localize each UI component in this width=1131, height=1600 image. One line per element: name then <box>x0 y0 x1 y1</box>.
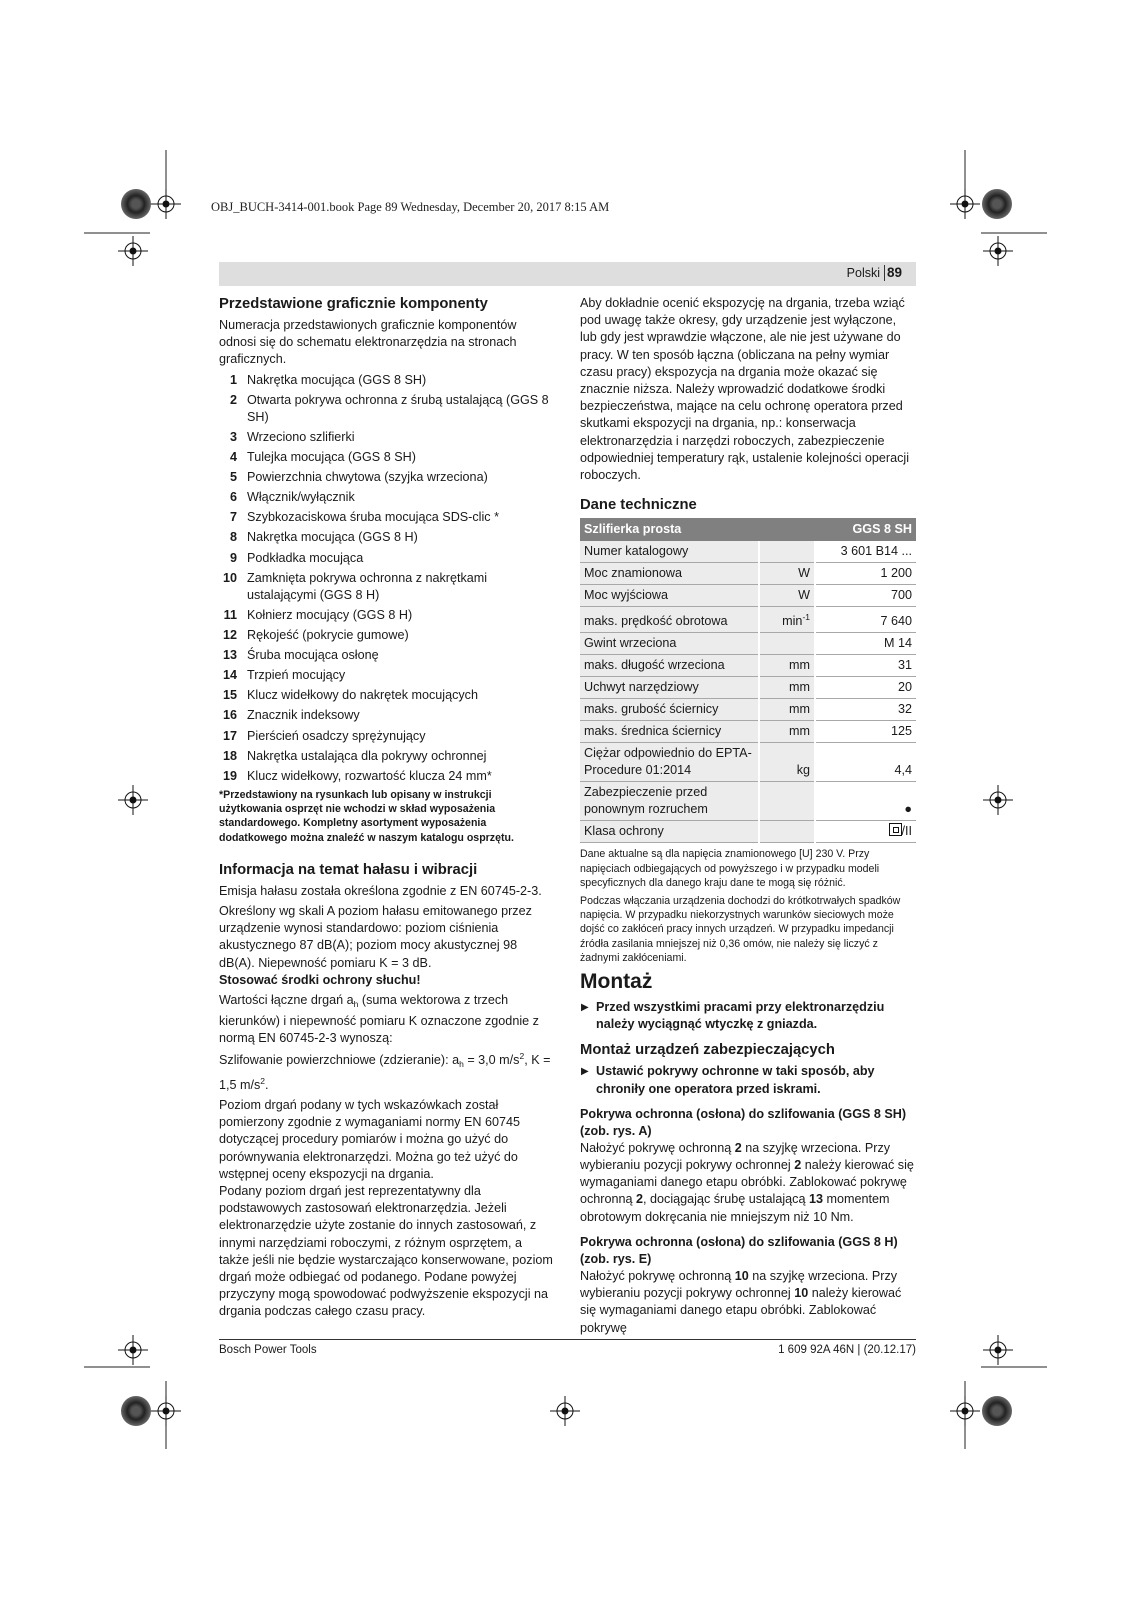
item-number: 3 <box>229 430 237 444</box>
row-value: 32 <box>815 699 916 721</box>
row-unit <box>759 821 815 843</box>
table-row <box>580 699 916 721</box>
vibration-values: Szlifowanie powierzchniowe (zdzieranie): $a_h = 3,0$ $m/s^2$, K = 1,5 $m/s^2$. <box>219 1050 551 1092</box>
item-text: Pierścień osadczy sprężynujący <box>247 728 426 743</box>
table-row <box>580 677 916 699</box>
footer-rule <box>219 1339 916 1340</box>
guard-h-text: Nałożyć pokrywę ochronną 10 na szyjkę wrzeciona. Przy wybieraniu pozycji pokrywy ochronnej 10 należy kierować się wymaganiami danego etapu obróbki. Zablokować pokrywę <box>580 1268 902 1335</box>
item-text: Klucz widełkowy, rozwartość klucza 24 mm* <box>247 768 492 783</box>
item-text: Trzpień mocujący <box>247 668 346 683</box>
list-item <box>219 372 553 389</box>
row-value: M 14 <box>815 633 916 655</box>
row-label: Gwint wrzeciona <box>580 633 759 655</box>
item-number: 9 <box>229 550 237 565</box>
item-number: 16 <box>222 708 237 723</box>
item-number: 15 <box>222 688 237 703</box>
item-number: 5 <box>229 470 237 485</box>
list-item <box>219 529 553 546</box>
tech-data-heading: Dane techniczne <box>580 497 697 514</box>
table-row <box>580 782 916 821</box>
triangle-bullet-icon: ▶ <box>581 1002 589 1014</box>
components-footnote: *Przedstawiony na rysunkach lub opisany w instrukcji użytkowania osprzęt nie wchodzi w skład wyposażenia standardowego. Kompletny asortyment wyposażenia dodatkowego można znaleźć w naszym katalogu osprzętu. <box>219 788 514 844</box>
item-number: 12 <box>222 628 237 643</box>
table-row <box>580 743 916 782</box>
row-label: maks. prędkość obrotowa <box>580 607 759 633</box>
list-item <box>219 392 553 426</box>
list-item <box>219 768 553 785</box>
hearing-protection-warning: Stosować środki ochrony słuchu! <box>219 972 421 987</box>
item-text: Tulejka mocująca (GGS 8 SH) <box>247 450 416 465</box>
guard-sh-heading: Pokrywa ochronna (osłona) do szlifowania (GGS 8 SH) (zob. rys. A) <box>580 1106 907 1138</box>
color-bar-mark <box>121 189 151 219</box>
item-number: 17 <box>222 728 237 743</box>
unplug-warning: ▶ Przed wszystkimi pracami przy elektronarzędziu należy wyciągnąć wtyczkę z gniazda. <box>581 1000 885 1032</box>
row-label: Uchwyt narzędziowy <box>580 677 759 699</box>
row-value: ● <box>815 782 916 821</box>
row-label: Klasa ochrony <box>580 821 759 843</box>
row-value: 31 <box>815 655 916 677</box>
list-item <box>219 627 553 644</box>
row-label: Ciężar odpowiednio do EPTA-Procedure 01:2014 <box>580 743 759 782</box>
guards-heading: Montaż urządzeń zabezpieczających <box>580 1042 835 1059</box>
list-item <box>219 509 553 526</box>
list-item <box>219 607 553 624</box>
vibration-paragraph: Podany poziom drgań jest reprezentatywny dla podstawowych zastosowań elektronarzędzia. Jeżeli elektronarzędzie użyte zostanie do innych zastosowań, z innymi narzędziami roboczymi, z różnym osprzętem, a także jeśli nie będzie wystarczająco konserwowane, poziom drgań może odbiegać od podanego. Podane powyżej przyczyny mogą spowodować podwyższenie ekspozycji na drgania podczas całego czasu pracy. <box>219 1183 553 1319</box>
table-row <box>580 721 916 743</box>
item-text: Śruba mocująca osłonę <box>247 648 379 663</box>
color-bar-mark <box>121 1396 151 1426</box>
row-label: Numer katalogowy <box>580 541 759 563</box>
row-unit: W <box>759 563 815 585</box>
guard-sh-text: Nałożyć pokrywę ochronną 2 na szyjkę wrzeciona. Przy wybieraniu pozycji pokrywy ochronnej 2 należy kierować się wymaganiami danego etapu obróbki. Zablokować pokrywę ochronną 2, dociągając śrubę ustalającą 13 momentem obrotowym dokręcania nie mniejszym niż 10 Nm. <box>580 1140 914 1224</box>
item-text: Zamknięta pokrywa ochronna z nakrętkami ustalającymi (GGS 8 H) <box>247 570 488 602</box>
row-unit: W <box>759 585 815 607</box>
item-text: Włącznik/wyłącznik <box>247 490 355 505</box>
row-label: Moc znamionowa <box>580 563 759 585</box>
guards-warning: ▶ Ustawić pokrywy ochronne w taki sposób, aby chroniły one operatora przed iskrami. <box>581 1064 875 1096</box>
row-label: Zabezpieczenie przed ponownym rozruchem <box>580 782 759 821</box>
item-number: 10 <box>222 570 237 585</box>
components-heading: Przedstawione graficznie komponenty <box>219 296 488 312</box>
table-header-model: GGS 8 SH <box>815 518 916 541</box>
table-row <box>580 821 916 843</box>
noise-paragraph: Określony wg skali A poziom hałasu emitowanego przez urządzenie wynosi standardowo: poziom ciśnienia akustycznego 87 dB(A); poziom mocy akustycznej 98 dB(A). Niepewność pomiaru K = 3 dB. <box>219 903 532 970</box>
list-item <box>219 489 553 506</box>
item-number: 7 <box>229 510 237 525</box>
list-item <box>219 748 553 765</box>
row-value: 3 601 B14 ... <box>815 541 916 563</box>
item-number: 18 <box>222 748 237 763</box>
item-number: 19 <box>222 768 237 783</box>
row-value: 4,4 <box>815 743 916 782</box>
row-value: 7 640 <box>815 607 916 633</box>
row-unit <box>759 782 815 821</box>
table-header-row <box>580 518 916 541</box>
protection-class-icon <box>889 823 902 836</box>
row-label: maks. grubość ściernicy <box>580 699 759 721</box>
row-label: maks. średnica ściernicy <box>580 721 759 743</box>
list-item <box>219 728 553 745</box>
vibration-paragraph: Wartości łączne drgań $a_h$ (suma wektorowa z trzech kierunków) i niepewność pomiaru K oznaczone zgodnie z normą EN 60745-2-3 wynoszą: <box>219 992 539 1046</box>
item-text: Otwarta pokrywa ochronna z śrubą ustalającą (GGS 8 SH) <box>247 392 549 424</box>
table-row <box>580 585 916 607</box>
list-item <box>219 647 553 664</box>
table-header-label: Szlifierka prosta <box>580 518 815 541</box>
table-row <box>580 607 916 633</box>
header-separator <box>884 265 885 281</box>
triangle-bullet-icon: ▶ <box>581 1066 589 1078</box>
row-unit <box>759 633 815 655</box>
row-unit: mm <box>759 699 815 721</box>
list-item <box>219 429 553 446</box>
list-item <box>219 707 553 724</box>
list-item <box>219 570 553 604</box>
list-item <box>219 449 553 466</box>
language-label: Polski <box>846 266 880 280</box>
item-number: 2 <box>229 392 237 407</box>
item-number: 6 <box>229 490 237 505</box>
exposure-paragraph: Aby dokładnie ocenić ekspozycję na drgania, trzeba wziąć pod uwagę także okresy, gdy urządzenie jest wyłączone, lub gdy jest wprawdzie włączone, ale nie jest używane do pracy. W ten sposób łączna (obliczana na pełny wymiar czasu pracy) ekspozycja na drgania może okazać się znacznie niższa. Należy wprowadzić dodatkowe środki bezpieczeństwa, mające na celu ochronę operatora przed skutkami ekspozycji na drgania, np.: konserwacja elektronarzędzia i narzędzi roboczych, zabezpieczenie odpowiedniej temperatury rąk, ustalenie kolejności operacji roboczych. <box>580 296 910 483</box>
row-unit: $\min^{-1}$ <box>759 607 815 633</box>
right-column <box>580 295 916 1340</box>
row-value: 700 <box>815 585 916 607</box>
item-number: 8 <box>229 530 237 545</box>
page-number: 89 <box>886 265 902 280</box>
item-text: Powierzchnia chwytowa (szyjka wrzeciona) <box>247 470 488 485</box>
guard-h-heading: Pokrywa ochronna (osłona) do szlifowania (GGS 8 H) (zob. rys. E) <box>580 1234 898 1266</box>
row-value: 20 <box>815 677 916 699</box>
noise-paragraph: Emisja hałasu została określona zgodnie z EN 60745-2-3. <box>219 883 542 898</box>
list-item <box>219 550 553 567</box>
color-bar-mark <box>982 189 1012 219</box>
print-header: OBJ_BUCH-3414-001.book Page 89 Wednesday, December 20, 2017 8:15 AM <box>211 200 610 214</box>
left-column <box>219 295 553 1324</box>
color-bar-mark <box>982 1396 1012 1426</box>
row-unit: mm <box>759 655 815 677</box>
components-intro: Numeracja przedstawionych graficznie komponentów odnosi się do schematu elektronarzędzia na stronach graficznych. <box>219 318 517 367</box>
list-item <box>219 469 553 486</box>
item-text: Szybkozaciskowa śruba mocująca SDS-clic * <box>247 510 499 525</box>
item-text: Nakrętka mocująca (GGS 8 H) <box>247 530 418 545</box>
footer-brand: Bosch Power Tools <box>219 1344 317 1356</box>
montaz-heading: Montaż <box>580 970 653 994</box>
table-note: Podczas włączania urządzenia dochodzi do krótkotrwałych spadków napięcia. W przypadku niekorzystnych warunków sieciowych może dojść co zakłóceń pracy innych urządzeń. W przypadku impedancji źródła zasilania mniejszej niż 0,36 omów, nie należy się liczyć z żadnymi zakłóceniami. <box>580 895 901 964</box>
row-unit: kg <box>759 743 815 782</box>
item-number: 11 <box>223 607 237 622</box>
item-text: Znacznik indeksowy <box>247 708 360 723</box>
item-number: 1 <box>229 372 237 387</box>
footer-docnum: 1 609 92A 46N | (20.12.17) <box>778 1344 916 1356</box>
item-text: Rękojeść (pokrycie gumowe) <box>247 628 409 643</box>
row-label: maks. długość wrzeciona <box>580 655 759 677</box>
table-row <box>580 541 916 563</box>
row-unit <box>759 541 815 563</box>
item-text: Kołnierz mocujący (GGS 8 H) <box>247 607 413 622</box>
item-number: 13 <box>222 648 237 663</box>
list-item <box>219 687 553 704</box>
row-value: 1 200 <box>815 563 916 585</box>
table-row <box>580 633 916 655</box>
row-value: /II <box>815 821 916 843</box>
table-row <box>580 563 916 585</box>
item-text: Nakrętka mocująca (GGS 8 SH) <box>247 372 427 387</box>
table-note: Dane aktualne są dla napięcia znamionowego [U] 230 V. Przy napięciach odbiegających od powyższego i w przypadku modeli specyficznych dla danego kraju dane te mogą się różnić. <box>580 848 880 889</box>
noise-heading: Informacja na temat hałasu i wibracji <box>219 861 478 878</box>
tech-data-table <box>580 518 916 843</box>
row-label: Moc wyjściowa <box>580 585 759 607</box>
row-unit: mm <box>759 677 815 699</box>
item-text: Wrzeciono szlifierki <box>247 430 355 444</box>
row-value: 125 <box>815 721 916 743</box>
item-text: Nakrętka ustalająca dla pokrywy ochronnej <box>247 748 487 763</box>
table-row <box>580 655 916 677</box>
vibration-paragraph: Poziom drgań podany w tych wskazówkach został pomierzony zgodnie z wymaganiami normy EN 60745 dotyczącej procedury pomiarów i można go użyć do porównywania elektronarzędzi. Można go też użyć do wstępnej oceny ekspozycji na drgania. <box>219 1097 520 1181</box>
page-header <box>219 262 916 286</box>
item-number: 4 <box>229 450 237 465</box>
list-item <box>219 667 553 684</box>
item-number: 14 <box>222 668 237 683</box>
components-list <box>219 372 553 785</box>
item-text: Klucz widełkowy do nakrętek mocujących <box>247 688 478 703</box>
item-text: Podkładka mocująca <box>247 550 364 565</box>
row-unit: mm <box>759 721 815 743</box>
